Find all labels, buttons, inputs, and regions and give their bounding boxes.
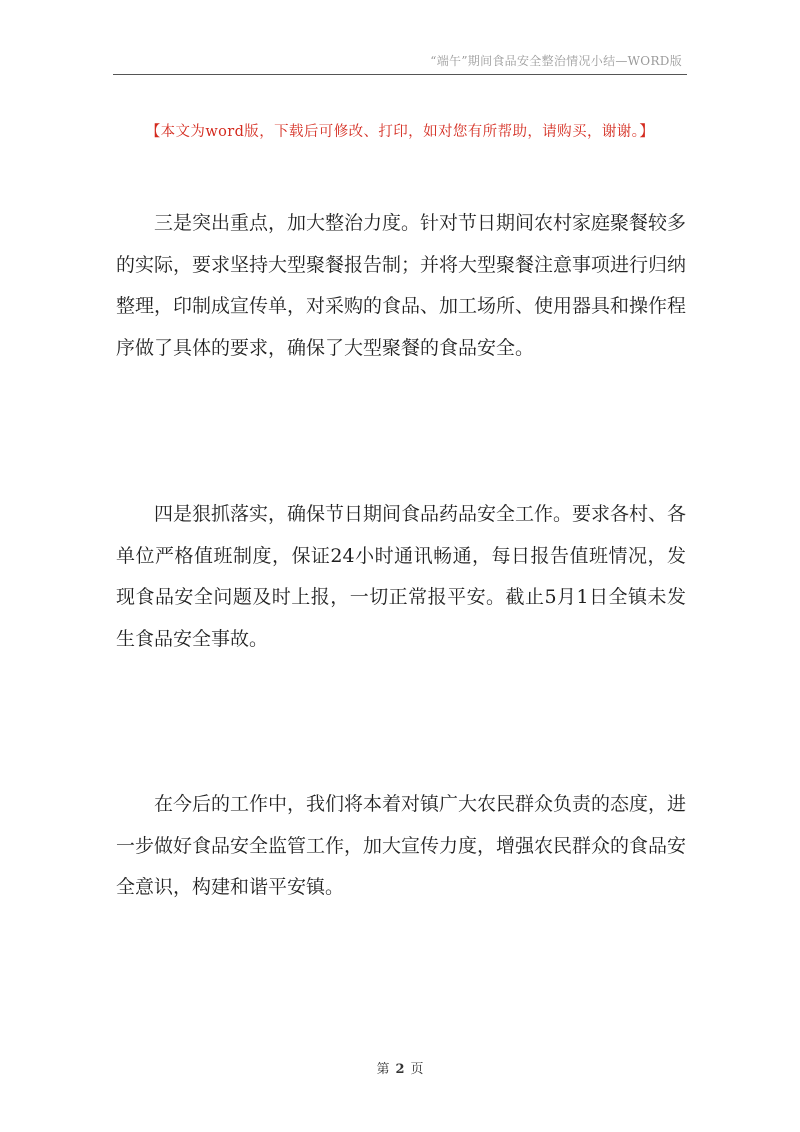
download-notice: 【本文为word版，下载后可修改、打印，如对您有所帮助，请购买，谢谢。】 [145, 124, 655, 140]
page-label-suffix: 页 [410, 1062, 424, 1077]
paragraph-2: 四是狠抓落实，确保节日期间食品药品安全工作。要求各村、各单位严格值班制度，保证24小时通讯畅通，每日报告值班情况，发现食品安全问题及时上报，一切正常报平安。截止5月1日全镇未发生食品安全事故。 [116, 503, 687, 650]
page-footer [0, 1058, 800, 1077]
paragraph-3: 在今后的工作中，我们将本着对镇广大农民群众负责的态度，进一步做好食品安全监管工作，加大宣传力度，增强农民群众的食品安全意识，构建和谐平安镇。 [116, 793, 687, 898]
page-label-prefix: 第 [376, 1062, 390, 1077]
header-divider [113, 74, 687, 75]
page-number: 2 [395, 1062, 405, 1077]
paragraph-1: 三是突出重点，加大整治力度。针对节日期间农村家庭聚餐较多的实际，要求坚持大型聚餐报告制；并将大型聚餐注意事项进行归纳整理，印制成宣传单，对采购的食品、加工场所、使用器具和操作程序做了具体的要求，确保了大型聚餐的食品安全。 [116, 212, 687, 359]
document-header-title: “端午”期间食品安全整治情况小结—WORD版 [430, 54, 682, 68]
